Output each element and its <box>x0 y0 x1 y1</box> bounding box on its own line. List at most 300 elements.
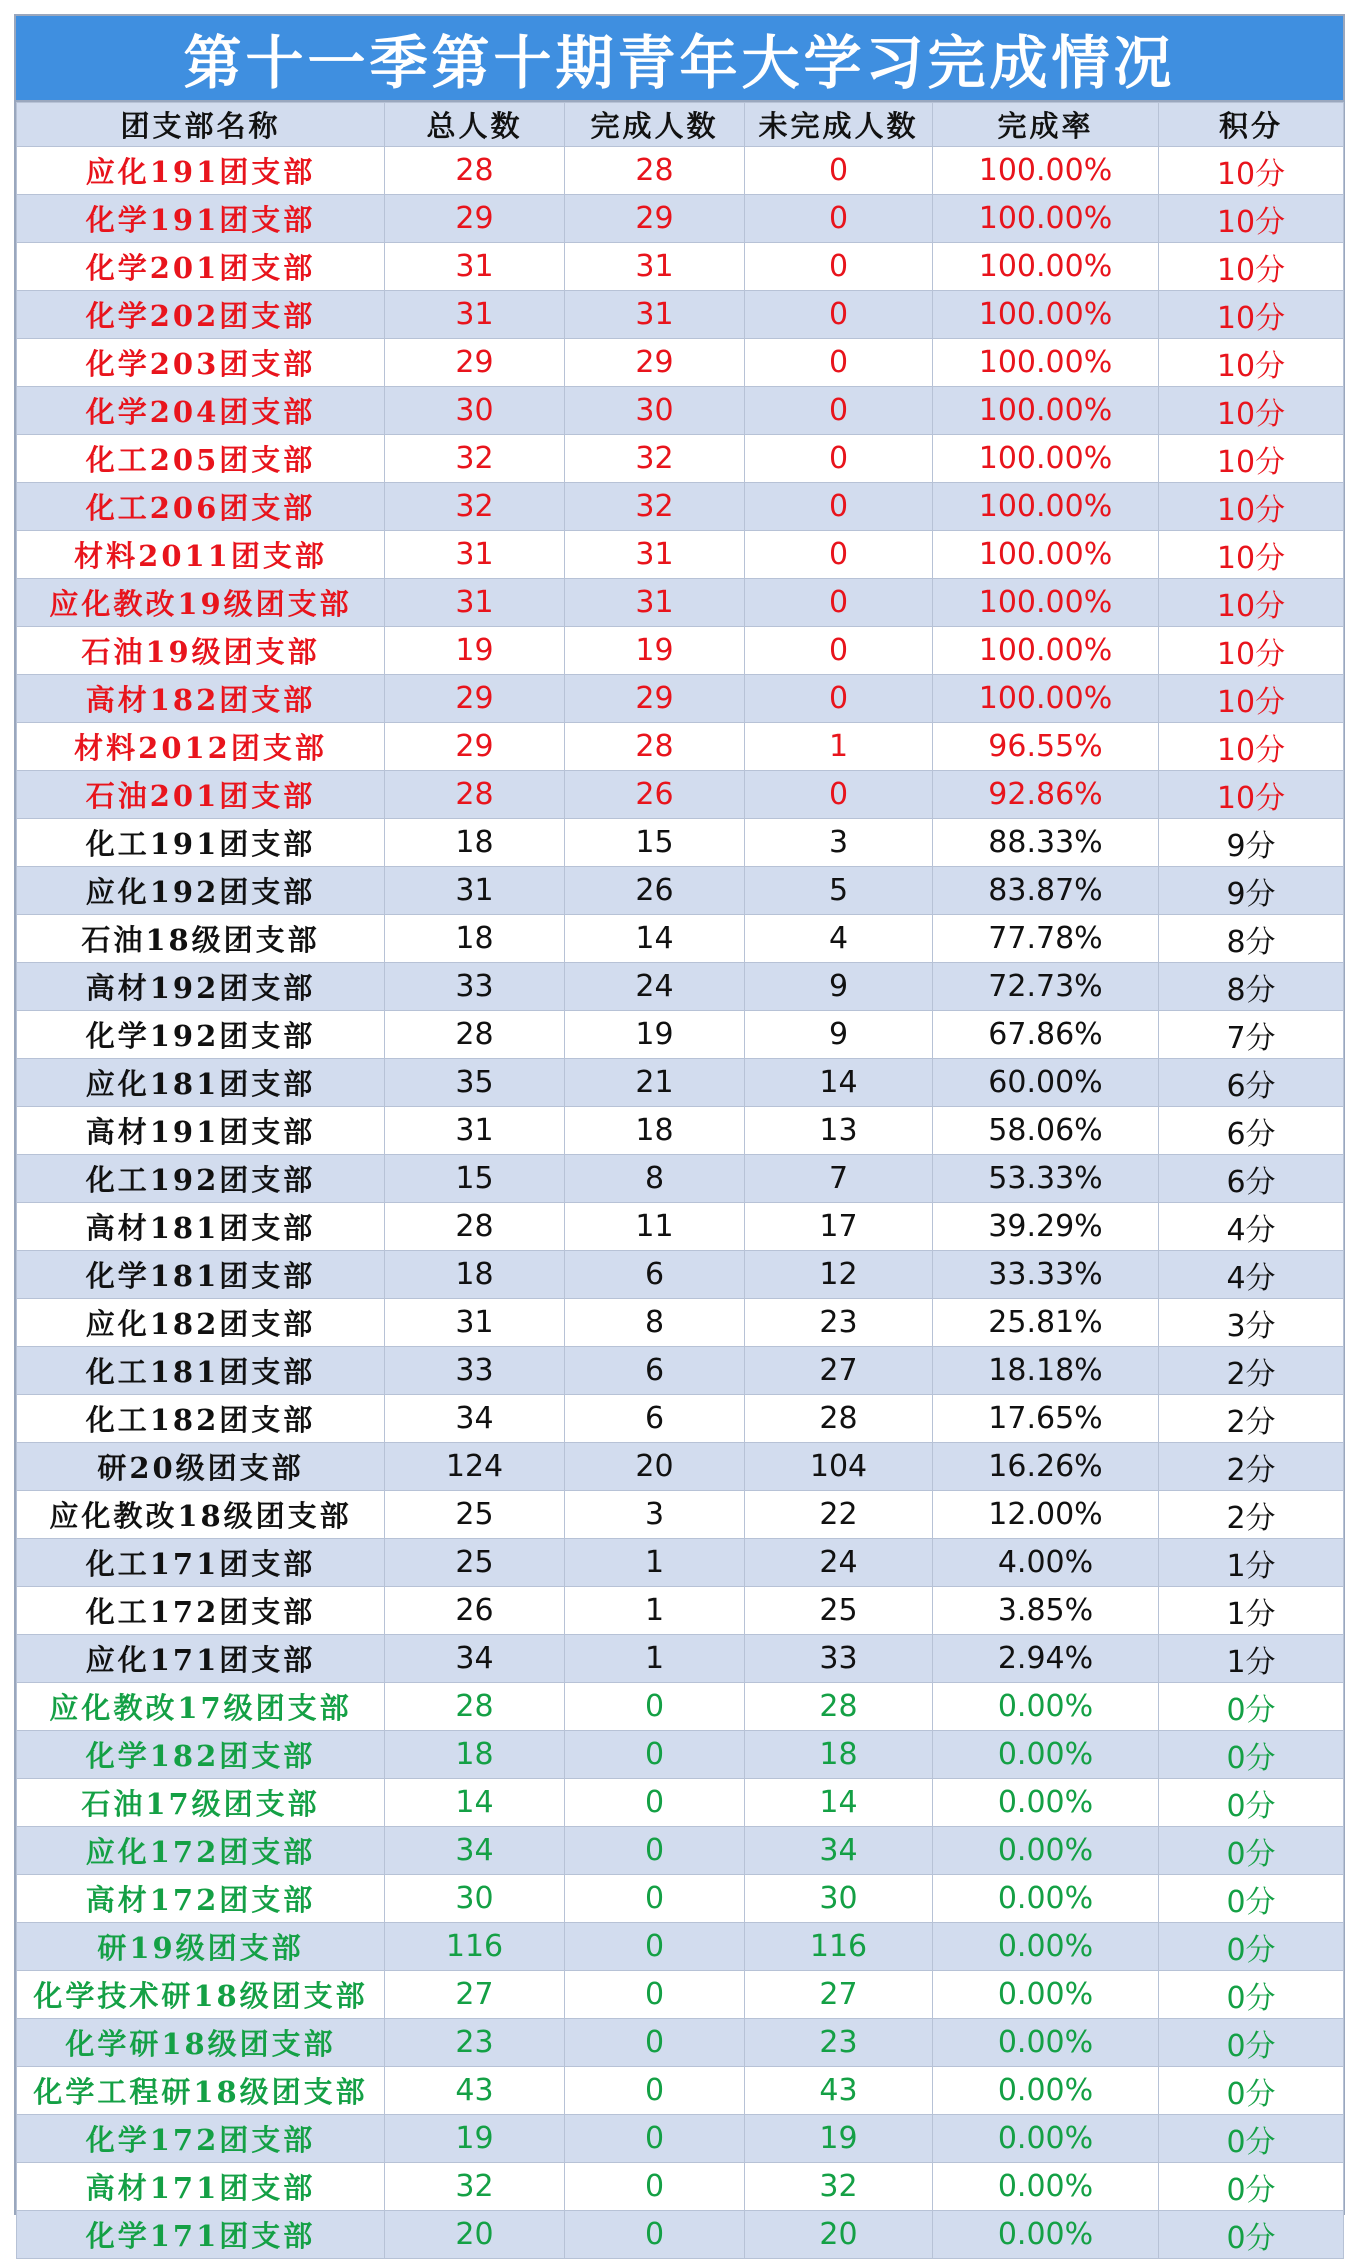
header-branch-name: 团支部名称 <box>17 103 385 147</box>
completed-cell: 0 <box>565 2163 745 2211</box>
completed-cell: 11 <box>565 1203 745 1251</box>
completion-rate-cell: 0.00% <box>933 2019 1159 2067</box>
completion-rate-cell: 83.87% <box>933 867 1159 915</box>
not-completed-cell: 0 <box>745 627 933 675</box>
table-row <box>17 1299 1344 1347</box>
branch-name-cell: 化学203团支部 <box>17 339 385 387</box>
branch-name-cell: 化工172团支部 <box>17 1587 385 1635</box>
completion-rate-cell: 58.06% <box>933 1107 1159 1155</box>
not-completed-cell: 14 <box>745 1779 933 1827</box>
table-row <box>17 195 1344 243</box>
completion-rate-cell: 100.00% <box>933 339 1159 387</box>
branch-name-cell: 化学工程研18级团支部 <box>17 2067 385 2115</box>
table-row <box>17 2163 1344 2211</box>
score-cell: 10分 <box>1159 387 1344 435</box>
score-cell: 0分 <box>1159 1923 1344 1971</box>
score-cell: 10分 <box>1159 627 1344 675</box>
completed-cell: 21 <box>565 1059 745 1107</box>
completion-rate-cell: 100.00% <box>933 243 1159 291</box>
completion-rate-cell: 100.00% <box>933 675 1159 723</box>
completed-cell: 0 <box>565 1827 745 1875</box>
branch-name-cell: 应化171团支部 <box>17 1635 385 1683</box>
branch-name-cell: 化工181团支部 <box>17 1347 385 1395</box>
table-row <box>17 1011 1344 1059</box>
score-cell: 0分 <box>1159 1779 1344 1827</box>
not-completed-cell: 0 <box>745 387 933 435</box>
not-completed-cell: 18 <box>745 1731 933 1779</box>
table-row <box>17 1827 1344 1875</box>
score-cell: 4分 <box>1159 1203 1344 1251</box>
branch-name-cell: 化工171团支部 <box>17 1539 385 1587</box>
completion-rate-cell: 0.00% <box>933 1683 1159 1731</box>
completed-cell: 8 <box>565 1155 745 1203</box>
branch-name-cell: 高材182团支部 <box>17 675 385 723</box>
total-cell: 31 <box>385 531 565 579</box>
completion-rate-cell: 12.00% <box>933 1491 1159 1539</box>
branch-name-cell: 应化181团支部 <box>17 1059 385 1107</box>
table-row <box>17 1875 1344 1923</box>
branch-name-cell: 应化182团支部 <box>17 1299 385 1347</box>
not-completed-cell: 25 <box>745 1587 933 1635</box>
branch-name-cell: 应化教改18级团支部 <box>17 1491 385 1539</box>
score-cell: 0分 <box>1159 2211 1344 2259</box>
branch-name-cell: 化学研18级团支部 <box>17 2019 385 2067</box>
score-cell: 10分 <box>1159 435 1344 483</box>
table-row <box>17 1059 1344 1107</box>
completion-rate-cell: 4.00% <box>933 1539 1159 1587</box>
completion-rate-cell: 77.78% <box>933 915 1159 963</box>
branch-name-cell: 应化教改17级团支部 <box>17 1683 385 1731</box>
table-row <box>17 1683 1344 1731</box>
total-cell: 28 <box>385 1011 565 1059</box>
completed-cell: 32 <box>565 483 745 531</box>
not-completed-cell: 28 <box>745 1683 933 1731</box>
completion-rate-cell: 96.55% <box>933 723 1159 771</box>
header-score: 积分 <box>1159 103 1344 147</box>
not-completed-cell: 9 <box>745 963 933 1011</box>
completed-cell: 0 <box>565 1971 745 2019</box>
total-cell: 31 <box>385 579 565 627</box>
completed-cell: 0 <box>565 1923 745 1971</box>
completion-sheet <box>14 14 1345 2256</box>
score-cell: 10分 <box>1159 147 1344 195</box>
table-row <box>17 243 1344 291</box>
score-cell: 10分 <box>1159 531 1344 579</box>
score-cell: 7分 <box>1159 1011 1344 1059</box>
branch-name-cell: 高材192团支部 <box>17 963 385 1011</box>
total-cell: 34 <box>385 1395 565 1443</box>
completed-cell: 31 <box>565 531 745 579</box>
total-cell: 32 <box>385 2163 565 2211</box>
completion-rate-cell: 0.00% <box>933 2163 1159 2211</box>
header-completed: 完成人数 <box>565 103 745 147</box>
branch-name-cell: 应化172团支部 <box>17 1827 385 1875</box>
completion-rate-cell: 100.00% <box>933 483 1159 531</box>
score-cell: 0分 <box>1159 1971 1344 2019</box>
completed-cell: 28 <box>565 723 745 771</box>
branch-name-cell: 石油201团支部 <box>17 771 385 819</box>
completed-cell: 0 <box>565 2019 745 2067</box>
score-cell: 0分 <box>1159 1827 1344 1875</box>
not-completed-cell: 104 <box>745 1443 933 1491</box>
score-cell: 8分 <box>1159 963 1344 1011</box>
completion-rate-cell: 18.18% <box>933 1347 1159 1395</box>
not-completed-cell: 13 <box>745 1107 933 1155</box>
total-cell: 28 <box>385 1683 565 1731</box>
total-cell: 124 <box>385 1443 565 1491</box>
total-cell: 23 <box>385 2019 565 2067</box>
completed-cell: 1 <box>565 1587 745 1635</box>
header-completion-rate: 完成率 <box>933 103 1159 147</box>
branch-name-cell: 高材191团支部 <box>17 1107 385 1155</box>
completion-rate-cell: 0.00% <box>933 1875 1159 1923</box>
not-completed-cell: 0 <box>745 579 933 627</box>
not-completed-cell: 28 <box>745 1395 933 1443</box>
table-row <box>17 2067 1344 2115</box>
not-completed-cell: 0 <box>745 531 933 579</box>
completion-rate-cell: 3.85% <box>933 1587 1159 1635</box>
completed-cell: 29 <box>565 675 745 723</box>
table-row <box>17 147 1344 195</box>
completed-cell: 6 <box>565 1395 745 1443</box>
header-row <box>17 103 1344 147</box>
completion-rate-cell: 0.00% <box>933 2211 1159 2259</box>
table-row <box>17 1635 1344 1683</box>
score-cell: 3分 <box>1159 1299 1344 1347</box>
total-cell: 32 <box>385 435 565 483</box>
total-cell: 33 <box>385 1347 565 1395</box>
branch-name-cell: 化工205团支部 <box>17 435 385 483</box>
completion-rate-cell: 100.00% <box>933 291 1159 339</box>
completion-rate-cell: 17.65% <box>933 1395 1159 1443</box>
table-row <box>17 627 1344 675</box>
completion-rate-cell: 33.33% <box>933 1251 1159 1299</box>
not-completed-cell: 0 <box>745 339 933 387</box>
branch-name-cell: 化学201团支部 <box>17 243 385 291</box>
not-completed-cell: 19 <box>745 2115 933 2163</box>
branch-name-cell: 应化教改19级团支部 <box>17 579 385 627</box>
not-completed-cell: 24 <box>745 1539 933 1587</box>
branch-name-cell: 材料2012团支部 <box>17 723 385 771</box>
total-cell: 31 <box>385 1299 565 1347</box>
table-row <box>17 2019 1344 2067</box>
completed-cell: 0 <box>565 2067 745 2115</box>
total-cell: 29 <box>385 723 565 771</box>
completed-cell: 29 <box>565 195 745 243</box>
not-completed-cell: 32 <box>745 2163 933 2211</box>
branch-name-cell: 石油19级团支部 <box>17 627 385 675</box>
table-row <box>17 1203 1344 1251</box>
completed-cell: 28 <box>565 147 745 195</box>
completed-cell: 29 <box>565 339 745 387</box>
completion-rate-cell: 92.86% <box>933 771 1159 819</box>
branch-name-cell: 化工192团支部 <box>17 1155 385 1203</box>
not-completed-cell: 27 <box>745 1347 933 1395</box>
completion-rate-cell: 0.00% <box>933 1923 1159 1971</box>
completed-cell: 30 <box>565 387 745 435</box>
completed-cell: 31 <box>565 579 745 627</box>
completion-table <box>16 102 1344 2259</box>
completion-rate-cell: 2.94% <box>933 1635 1159 1683</box>
not-completed-cell: 20 <box>745 2211 933 2259</box>
score-cell: 1分 <box>1159 1539 1344 1587</box>
completion-rate-cell: 16.26% <box>933 1443 1159 1491</box>
header-not-completed: 未完成人数 <box>745 103 933 147</box>
total-cell: 31 <box>385 291 565 339</box>
branch-name-cell: 化学181团支部 <box>17 1251 385 1299</box>
table-row <box>17 1251 1344 1299</box>
total-cell: 31 <box>385 243 565 291</box>
total-cell: 29 <box>385 339 565 387</box>
total-cell: 18 <box>385 1731 565 1779</box>
total-cell: 34 <box>385 1827 565 1875</box>
total-cell: 28 <box>385 147 565 195</box>
completed-cell: 26 <box>565 771 745 819</box>
not-completed-cell: 0 <box>745 291 933 339</box>
table-row <box>17 723 1344 771</box>
completion-rate-cell: 67.86% <box>933 1011 1159 1059</box>
score-cell: 0分 <box>1159 1731 1344 1779</box>
completion-rate-cell: 0.00% <box>933 1971 1159 2019</box>
table-row <box>17 1923 1344 1971</box>
table-row <box>17 1395 1344 1443</box>
completed-cell: 3 <box>565 1491 745 1539</box>
branch-name-cell: 化学204团支部 <box>17 387 385 435</box>
score-cell: 1分 <box>1159 1635 1344 1683</box>
branch-name-cell: 高材171团支部 <box>17 2163 385 2211</box>
score-cell: 10分 <box>1159 675 1344 723</box>
score-cell: 6分 <box>1159 1059 1344 1107</box>
total-cell: 15 <box>385 1155 565 1203</box>
completion-rate-cell: 0.00% <box>933 1731 1159 1779</box>
branch-name-cell: 研19级团支部 <box>17 1923 385 1971</box>
branch-name-cell: 化工206团支部 <box>17 483 385 531</box>
completed-cell: 32 <box>565 435 745 483</box>
not-completed-cell: 116 <box>745 1923 933 1971</box>
completion-rate-cell: 53.33% <box>933 1155 1159 1203</box>
total-cell: 25 <box>385 1539 565 1587</box>
total-cell: 27 <box>385 1971 565 2019</box>
score-cell: 9分 <box>1159 867 1344 915</box>
table-row <box>17 1539 1344 1587</box>
not-completed-cell: 33 <box>745 1635 933 1683</box>
total-cell: 18 <box>385 819 565 867</box>
not-completed-cell: 23 <box>745 1299 933 1347</box>
branch-name-cell: 高材181团支部 <box>17 1203 385 1251</box>
not-completed-cell: 0 <box>745 675 933 723</box>
table-row <box>17 771 1344 819</box>
table-row <box>17 1971 1344 2019</box>
completed-cell: 1 <box>565 1635 745 1683</box>
not-completed-cell: 7 <box>745 1155 933 1203</box>
total-cell: 29 <box>385 675 565 723</box>
table-row <box>17 1587 1344 1635</box>
completed-cell: 0 <box>565 1779 745 1827</box>
branch-name-cell: 化学技术研18级团支部 <box>17 1971 385 2019</box>
table-row <box>17 1443 1344 1491</box>
total-cell: 29 <box>385 195 565 243</box>
branch-name-cell: 应化191团支部 <box>17 147 385 195</box>
completion-rate-cell: 0.00% <box>933 1827 1159 1875</box>
table-row <box>17 963 1344 1011</box>
completed-cell: 14 <box>565 915 745 963</box>
total-cell: 14 <box>385 1779 565 1827</box>
completion-rate-cell: 72.73% <box>933 963 1159 1011</box>
score-cell: 10分 <box>1159 243 1344 291</box>
branch-name-cell: 化学171团支部 <box>17 2211 385 2259</box>
completed-cell: 0 <box>565 1875 745 1923</box>
completion-rate-cell: 88.33% <box>933 819 1159 867</box>
completed-cell: 26 <box>565 867 745 915</box>
branch-name-cell: 研20级团支部 <box>17 1443 385 1491</box>
total-cell: 19 <box>385 627 565 675</box>
score-cell: 2分 <box>1159 1443 1344 1491</box>
not-completed-cell: 0 <box>745 147 933 195</box>
completion-rate-cell: 100.00% <box>933 435 1159 483</box>
branch-name-cell: 应化192团支部 <box>17 867 385 915</box>
completion-rate-cell: 0.00% <box>933 2115 1159 2163</box>
header-total: 总人数 <box>385 103 565 147</box>
score-cell: 10分 <box>1159 339 1344 387</box>
score-cell: 0分 <box>1159 1683 1344 1731</box>
completed-cell: 31 <box>565 243 745 291</box>
completed-cell: 8 <box>565 1299 745 1347</box>
score-cell: 0分 <box>1159 2163 1344 2211</box>
total-cell: 30 <box>385 387 565 435</box>
table-row <box>17 387 1344 435</box>
completion-rate-cell: 100.00% <box>933 147 1159 195</box>
table-row <box>17 2115 1344 2163</box>
score-cell: 10分 <box>1159 195 1344 243</box>
score-cell: 10分 <box>1159 579 1344 627</box>
branch-name-cell: 化学191团支部 <box>17 195 385 243</box>
branch-name-cell: 化学192团支部 <box>17 1011 385 1059</box>
score-cell: 0分 <box>1159 2067 1344 2115</box>
table-row <box>17 291 1344 339</box>
branch-name-cell: 化学182团支部 <box>17 1731 385 1779</box>
table-row <box>17 435 1344 483</box>
completed-cell: 31 <box>565 291 745 339</box>
not-completed-cell: 14 <box>745 1059 933 1107</box>
score-cell: 10分 <box>1159 483 1344 531</box>
total-cell: 28 <box>385 771 565 819</box>
total-cell: 20 <box>385 2211 565 2259</box>
total-cell: 30 <box>385 1875 565 1923</box>
total-cell: 25 <box>385 1491 565 1539</box>
completion-rate-cell: 39.29% <box>933 1203 1159 1251</box>
score-cell: 10分 <box>1159 771 1344 819</box>
score-cell: 6分 <box>1159 1155 1344 1203</box>
completed-cell: 0 <box>565 1731 745 1779</box>
completion-rate-cell: 60.00% <box>933 1059 1159 1107</box>
total-cell: 32 <box>385 483 565 531</box>
score-cell: 10分 <box>1159 723 1344 771</box>
not-completed-cell: 4 <box>745 915 933 963</box>
branch-name-cell: 材料2011团支部 <box>17 531 385 579</box>
score-cell: 0分 <box>1159 1875 1344 1923</box>
completed-cell: 6 <box>565 1251 745 1299</box>
table-row <box>17 1155 1344 1203</box>
total-cell: 31 <box>385 867 565 915</box>
total-cell: 19 <box>385 2115 565 2163</box>
completed-cell: 15 <box>565 819 745 867</box>
total-cell: 116 <box>385 1923 565 1971</box>
not-completed-cell: 27 <box>745 1971 933 2019</box>
score-cell: 8分 <box>1159 915 1344 963</box>
not-completed-cell: 3 <box>745 819 933 867</box>
completed-cell: 1 <box>565 1539 745 1587</box>
score-cell: 1分 <box>1159 1587 1344 1635</box>
score-cell: 0分 <box>1159 2019 1344 2067</box>
score-cell: 10分 <box>1159 291 1344 339</box>
score-cell: 4分 <box>1159 1251 1344 1299</box>
not-completed-cell: 9 <box>745 1011 933 1059</box>
table-row <box>17 1107 1344 1155</box>
completion-rate-cell: 100.00% <box>933 579 1159 627</box>
branch-name-cell: 化学172团支部 <box>17 2115 385 2163</box>
table-row <box>17 339 1344 387</box>
score-cell: 0分 <box>1159 2115 1344 2163</box>
not-completed-cell: 0 <box>745 243 933 291</box>
completed-cell: 0 <box>565 1683 745 1731</box>
completion-rate-cell: 100.00% <box>933 531 1159 579</box>
score-cell: 2分 <box>1159 1347 1344 1395</box>
branch-name-cell: 化工191团支部 <box>17 819 385 867</box>
score-cell: 9分 <box>1159 819 1344 867</box>
table-body <box>17 147 1344 2259</box>
sheet-title: 第十一季第十期青年大学习完成情况 <box>16 16 1343 102</box>
not-completed-cell: 43 <box>745 2067 933 2115</box>
total-cell: 34 <box>385 1635 565 1683</box>
completion-rate-cell: 100.00% <box>933 195 1159 243</box>
table-row <box>17 1491 1344 1539</box>
total-cell: 26 <box>385 1587 565 1635</box>
total-cell: 18 <box>385 1251 565 1299</box>
table-row <box>17 531 1344 579</box>
completion-rate-cell: 25.81% <box>933 1299 1159 1347</box>
branch-name-cell: 石油18级团支部 <box>17 915 385 963</box>
table-row <box>17 1731 1344 1779</box>
completion-rate-cell: 0.00% <box>933 2067 1159 2115</box>
completed-cell: 18 <box>565 1107 745 1155</box>
not-completed-cell: 34 <box>745 1827 933 1875</box>
not-completed-cell: 0 <box>745 771 933 819</box>
completion-rate-cell: 100.00% <box>933 387 1159 435</box>
branch-name-cell: 化学202团支部 <box>17 291 385 339</box>
table-row <box>17 675 1344 723</box>
not-completed-cell: 5 <box>745 867 933 915</box>
table-row <box>17 1779 1344 1827</box>
total-cell: 28 <box>385 1203 565 1251</box>
completed-cell: 20 <box>565 1443 745 1491</box>
not-completed-cell: 0 <box>745 435 933 483</box>
table-row <box>17 2211 1344 2259</box>
total-cell: 35 <box>385 1059 565 1107</box>
completed-cell: 19 <box>565 627 745 675</box>
not-completed-cell: 0 <box>745 195 933 243</box>
not-completed-cell: 12 <box>745 1251 933 1299</box>
total-cell: 31 <box>385 1107 565 1155</box>
not-completed-cell: 1 <box>745 723 933 771</box>
table-row <box>17 579 1344 627</box>
score-cell: 6分 <box>1159 1107 1344 1155</box>
total-cell: 18 <box>385 915 565 963</box>
total-cell: 33 <box>385 963 565 1011</box>
not-completed-cell: 0 <box>745 483 933 531</box>
table-row <box>17 819 1344 867</box>
total-cell: 43 <box>385 2067 565 2115</box>
completed-cell: 6 <box>565 1347 745 1395</box>
